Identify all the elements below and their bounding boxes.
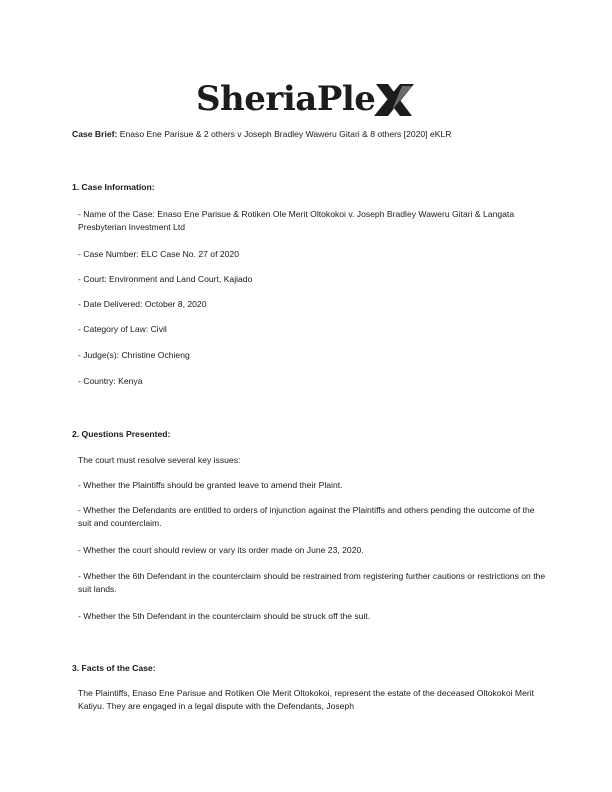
section-heading-case-information: 1. Case Information: xyxy=(72,182,155,192)
question-item: - Whether the 6th Defendant in the counterclaim should be restrained from registering further cautions or restrictions on the suit lands. xyxy=(78,571,546,594)
section-heading-questions: 2. Questions Presented: xyxy=(72,429,171,439)
question-item: - Whether the 5th Defendant in the counterclaim should be struck off the suit. xyxy=(78,611,371,621)
questions-intro: The court must resolve several key issues: xyxy=(78,455,241,465)
question-item: - Whether the Defendants are entitled to orders of injunction against the Plaintiffs and others pending the outcome of the suit and counterclaim. xyxy=(78,505,535,528)
case-info-judges: - Judge(s): Christine Ochieng xyxy=(78,350,190,360)
case-brief-line xyxy=(72,128,540,141)
logo-text: SheriaPle xyxy=(196,79,376,119)
case-info-name: - Name of the Case: Enaso Ene Parisue & Rotiken Ole Merit Oltokokoi v. Joseph Bradley Waweru Gitari & Langata Presbyterian Investment Ltd xyxy=(78,209,515,232)
case-info-country: - Country: Kenya xyxy=(78,376,143,386)
facts-paragraph: The Plaintiffs, Enaso Ene Parisue and Rotiken Ole Merit Oltokokoi, represent the estate of the deceased Oltokokoi Merit Katiyu. They are engaged in a legal dispute with the Defendants, Joseph xyxy=(78,688,535,711)
case-info-category: - Category of Law: Civil xyxy=(78,324,167,334)
section-heading-facts: 3. Facts of the Case: xyxy=(72,663,156,673)
case-brief-label: Case Brief: xyxy=(72,129,118,139)
case-brief-title: Enaso Ene Parisue & 2 others v Joseph Bradley Waweru Gitari & 8 others [2020] eKLR xyxy=(119,129,452,139)
case-info-date: - Date Delivered: October 8, 2020 xyxy=(78,299,207,309)
question-item: - Whether the court should review or vary its order made on June 23, 2020. xyxy=(78,545,364,555)
case-info-court: - Court: Environment and Land Court, Kajiado xyxy=(78,274,253,284)
case-info-number: - Case Number: ELC Case No. 27 of 2020 xyxy=(78,249,239,259)
logo xyxy=(196,78,426,120)
logo-x-mark xyxy=(372,80,416,120)
question-item: - Whether the Plaintiffs should be granted leave to amend their Plaint. xyxy=(78,480,343,490)
